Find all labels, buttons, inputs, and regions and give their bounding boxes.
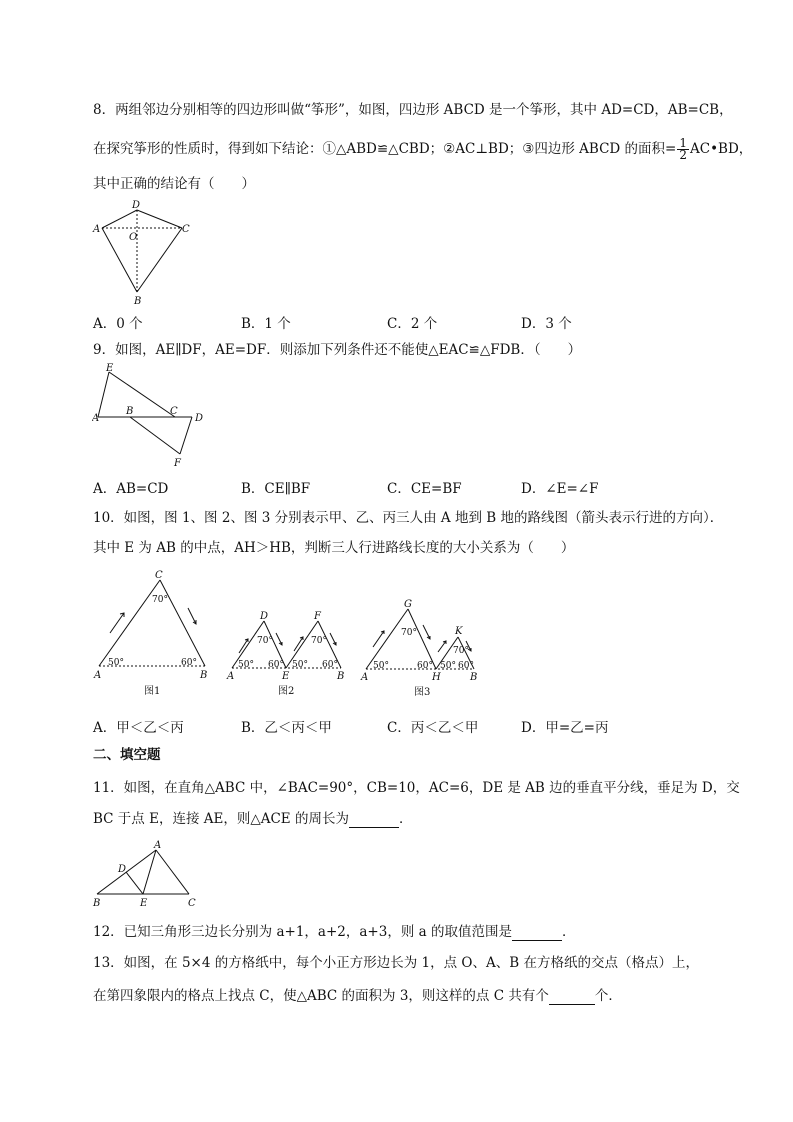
q9-option-d[interactable]: D．∠E=∠F	[521, 481, 599, 497]
q11-label-d: D	[118, 864, 127, 875]
q10-f3-label-h: H	[432, 672, 441, 683]
q9-label-b: B	[126, 406, 134, 417]
q10-f1-caption: 图1	[144, 686, 161, 697]
q10-f3-angle-60b: 60°	[458, 661, 474, 671]
q8-text-line2	[93, 138, 752, 161]
q13-text-line2	[93, 986, 622, 1005]
q9-label-c: C	[170, 406, 178, 417]
q10-f1-angle-top: 70°	[152, 595, 168, 605]
q9-label-d: D	[195, 413, 204, 424]
q10-f2-label-b: B	[337, 671, 345, 682]
q10-f3-angle-70b: 70°	[453, 646, 469, 656]
q10-f2-angle-70a: 70°	[257, 636, 273, 646]
q10-option-c[interactable]: C．丙＜乙＜甲	[387, 720, 479, 736]
q10-figure-2	[226, 605, 351, 700]
q13-answer-blank[interactable]	[549, 986, 595, 1005]
q11-text-line2-post: ．	[398, 811, 413, 827]
q8-label-b: B	[134, 296, 142, 307]
q10-f3-angle-70a: 70°	[401, 628, 417, 638]
q8-text-line3: 其中正确的结论有（ ）	[93, 176, 255, 192]
q10-f1-seg-ac	[99, 580, 160, 666]
q10-f3-arrow-2	[423, 625, 430, 639]
q8-kite-figure	[92, 198, 202, 308]
q8-fraction	[677, 138, 689, 161]
q10-f1-angle-left: 50°	[108, 658, 124, 668]
q9-figure	[92, 362, 212, 472]
q8-text-line2-pre: 在探究筝形的性质时，得到如下结论：①△ABD≌△CBD；②AC⊥BD；③四边形 ABCD 的面积=	[93, 141, 677, 157]
q10-f3-caption: 图3	[414, 687, 431, 698]
q8-text-line2-post: AC•BD，	[689, 141, 753, 157]
q9-seg-df	[180, 417, 192, 454]
q10-f2-angle-60a: 60°	[268, 660, 284, 670]
q10-figure-1	[92, 568, 217, 703]
q11-answer-blank[interactable]	[349, 809, 399, 828]
q8-seg-da	[102, 210, 137, 228]
q10-f1-label-c: C	[155, 570, 163, 581]
q8-label-a: A	[93, 224, 101, 235]
q10-f3-seg-gh	[408, 609, 436, 669]
q10-f3-label-b: B	[470, 672, 478, 683]
q10-f1-label-b: B	[200, 670, 208, 681]
q8-fraction-den: 2	[679, 148, 687, 162]
q10-option-d[interactable]: D．甲=乙=丙	[521, 720, 609, 736]
q9-seg-ec	[109, 372, 175, 417]
q13-text-line1: 13．如图，在 5×4 的方格纸中，每个小正方形边长为 1，点 O、A、B 在方格纸的交点（格点）上，	[93, 955, 699, 971]
q10-f3-angle-50a: 50°	[373, 661, 389, 671]
q9-label-a: A	[92, 413, 100, 424]
q9-seg-ea	[98, 372, 109, 417]
q10-f1-arrow-down	[188, 608, 196, 624]
q10-text-line2: 其中 E 为 AB 的中点，AH＞HB，判断三人行进路线长度的大小关系为（ ）	[93, 540, 575, 556]
q9-seg-bf	[130, 417, 180, 454]
q11-seg-ae	[143, 850, 156, 894]
q13-text-line2-post: 个．	[594, 988, 622, 1004]
q8-seg-cb	[137, 228, 182, 292]
q11-text-line1: 11．如图，在直角△ABC 中，∠BAC=90°，CB=10，AC=6，DE 是 AB 边的垂直平分线，垂足为 D，交	[93, 780, 740, 796]
q12-answer-blank[interactable]	[512, 922, 562, 941]
q10-f2-label-e: E	[282, 671, 290, 682]
q9-option-b[interactable]: B．CE∥BF	[241, 481, 311, 497]
q12-text-line	[93, 922, 575, 941]
q8-option-c[interactable]: C．2 个	[387, 316, 438, 332]
q11-label-c: C	[188, 898, 196, 909]
q10-f3-seg-ag	[366, 609, 408, 669]
q9-label-f: F	[174, 458, 181, 469]
q8-fraction-num: 1	[679, 136, 687, 150]
q10-f3-label-a: A	[361, 672, 369, 683]
q8-option-a[interactable]: A．0 个	[93, 316, 143, 332]
q10-f2-label-d: D	[260, 611, 269, 622]
q10-f2-caption: 图2	[278, 686, 295, 697]
q10-f2-label-f: F	[314, 611, 321, 622]
q10-f2-angle-50a: 50°	[238, 660, 254, 670]
q9-text-line1: 9．如图，AE∥DF，AE=DF．则添加下列条件还不能使△EAC≌△FDB．（ ）	[93, 342, 582, 358]
section-fill-in-title: 二、填空题	[93, 747, 161, 763]
q11-label-e: E	[140, 898, 148, 909]
q11-figure	[92, 838, 207, 910]
q10-f2-angle-60b: 60°	[322, 660, 338, 670]
q10-f3-angle-60a: 60°	[417, 661, 433, 671]
q9-label-e: E	[106, 363, 114, 374]
q8-seg-dc	[137, 210, 182, 228]
q10-f1-label-a: A	[94, 670, 102, 681]
q10-option-b[interactable]: B．乙＜丙＜甲	[241, 720, 332, 736]
q10-f1-arrow-up	[110, 613, 124, 633]
q10-f3-label-g: G	[404, 599, 412, 610]
q10-option-a[interactable]: A．甲＜乙＜丙	[93, 720, 184, 736]
q11-text-line2	[93, 809, 412, 828]
q10-f1-angle-right: 60°	[181, 658, 197, 668]
q10-f2-angle-50b: 50°	[292, 660, 308, 670]
q8-option-d[interactable]: D．3 个	[521, 316, 572, 332]
q13-text-line2-pre: 在第四象限内的格点上找点 C，使△ABC 的面积为 3，则这样的点 C 共有个	[93, 988, 549, 1004]
q10-f1-seg-cb	[160, 580, 205, 666]
q10-text-line1: 10．如图，图 1、图 2、图 3 分别表示甲、乙、丙三人由 A 地到 B 地的路线图（箭头表示行进的方向）．	[93, 510, 724, 526]
q8-text-line1: 8．两组邻边分别相等的四边形叫做“筝形”，如图，四边形 ABCD 是一个筝形，其中 AD=CD，AB=CB，	[93, 102, 733, 118]
q12-text-pre: 12．已知三角形三边长分别为 a+1，a+2，a+3，则 a 的取值范围是	[93, 924, 512, 940]
q10-figure-3	[360, 597, 485, 702]
q8-label-o: O	[129, 232, 138, 243]
q12-text-post: ．	[561, 924, 576, 940]
q8-label-d: D	[132, 200, 141, 211]
q11-seg-de	[126, 872, 143, 894]
q8-option-b[interactable]: B．1 个	[241, 316, 291, 332]
q10-f2-angle-70b: 70°	[311, 636, 327, 646]
q11-label-b: B	[93, 898, 101, 909]
q9-option-c[interactable]: C．CE=BF	[387, 481, 462, 497]
q10-f2-label-a: A	[227, 671, 235, 682]
q11-text-line2-pre: BC 于点 E，连接 AE，则△ACE 的周长为	[93, 811, 349, 827]
q11-seg-ac	[156, 850, 189, 894]
q9-option-a[interactable]: A．AB=CD	[93, 481, 169, 497]
q10-f3-arrow-3	[438, 641, 446, 652]
q10-f3-angle-50b: 50°	[440, 661, 456, 671]
q8-label-c: C	[182, 224, 190, 235]
q10-f3-label-k: K	[455, 626, 463, 637]
q11-label-a: A	[154, 840, 162, 851]
q10-f3-arrow-1	[373, 631, 384, 647]
